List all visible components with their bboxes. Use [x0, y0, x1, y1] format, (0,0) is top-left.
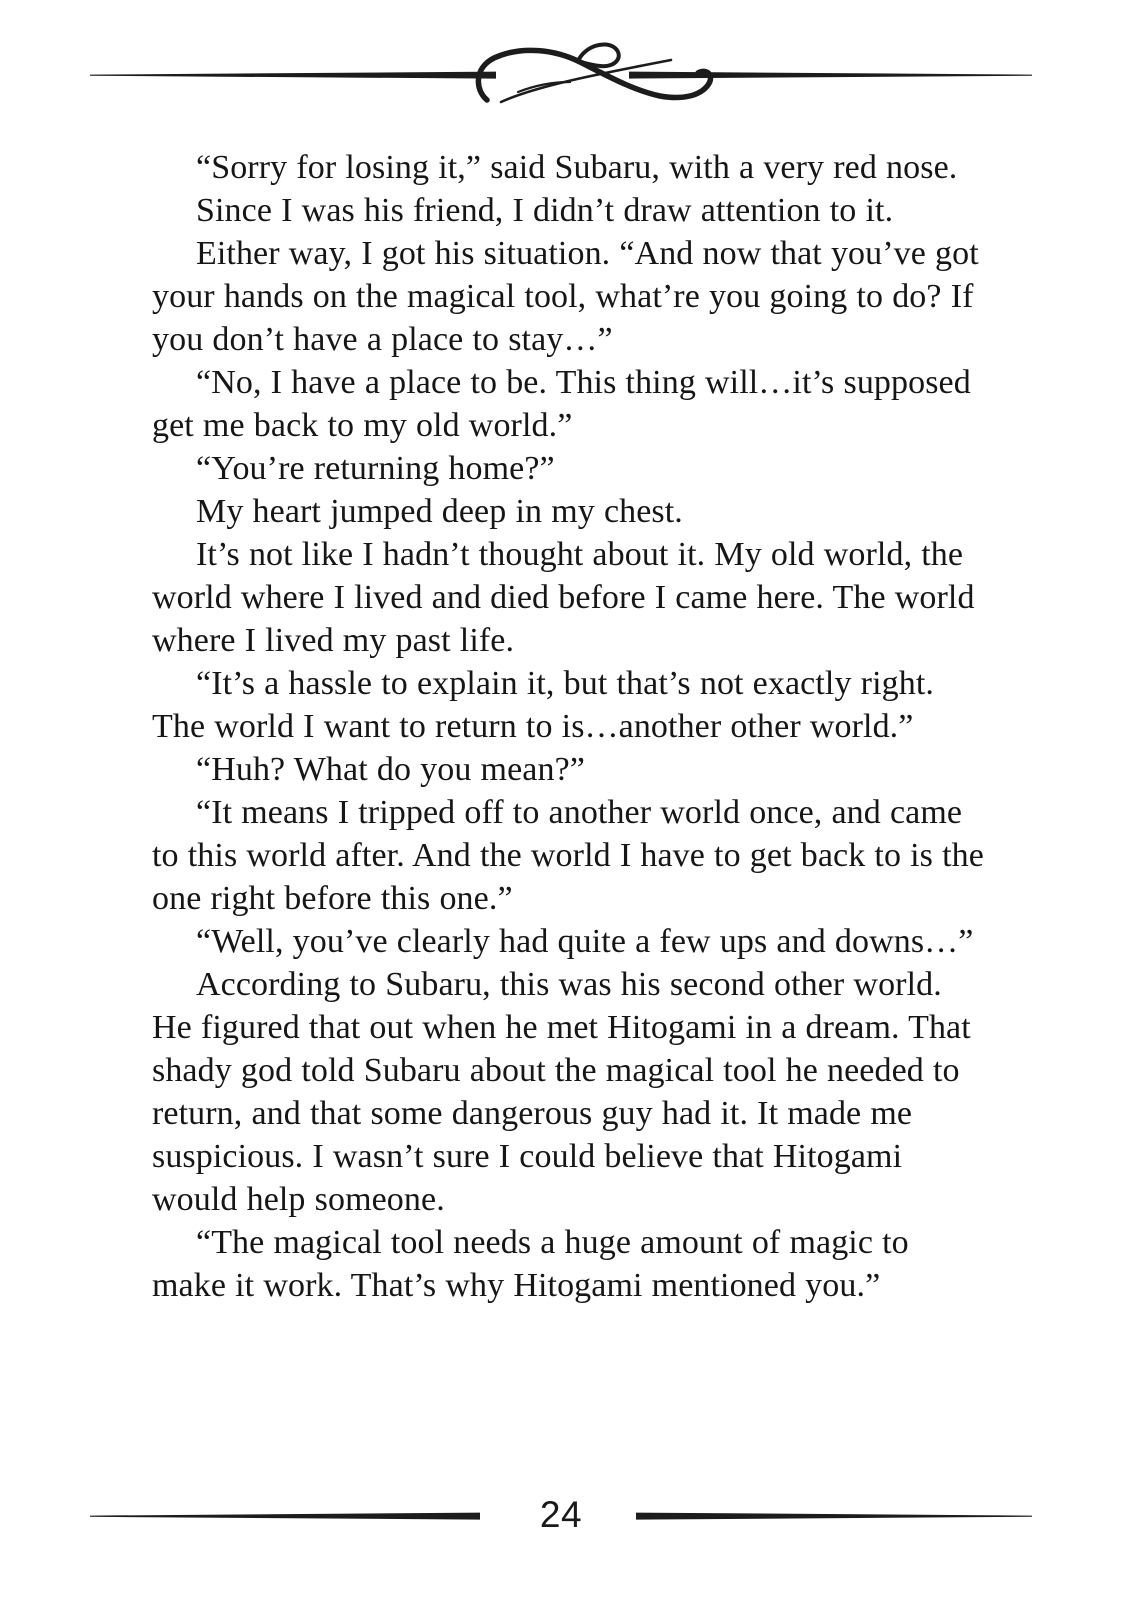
- page-number: 24: [539, 1494, 583, 1535]
- paragraph: “Sorry for losing it,” said Subaru, with a very red nose.: [196, 149, 958, 186]
- divider-rule-left: [90, 72, 496, 79]
- footer: [88, 1490, 1034, 1546]
- paragraph: According to Subaru, this was his second other world. He figured that out when he met Hitogami in a dream. That shady god told Subaru about the magical tool he needed to return, and that some dangerous guy had it. It made me suspicious. I wasn’t sure I could believe that Hitogami would help someone.: [152, 966, 971, 1218]
- divider-rule-right: [629, 72, 1032, 79]
- paragraph: Since I was his friend, I didn’t draw attention to it.: [196, 192, 894, 229]
- body-text: [152, 146, 990, 1307]
- paragraph: It’s not like I hadn’t thought about it. My old world, the world where I lived and died before I came here. The world where I lived my past life.: [152, 536, 975, 659]
- paragraph: “You’re returning home?”: [196, 450, 555, 487]
- paragraph: “No, I have a place to be. This thing will…it’s supposed get me back to my old world.”: [152, 364, 971, 444]
- paragraph: Either way, I got his situation. “And now that you’ve got your hands on the magical tool, what’re you going to do? If you don’t have a place to stay…”: [152, 235, 979, 358]
- paragraph: “It’s a hassle to explain it, but that’s not exactly right. The world I want to return to is…another other world.”: [152, 665, 934, 745]
- paragraph: “The magical tool needs a huge amount of magic to make it work. That’s why Hitogami mentioned you.”: [152, 1224, 909, 1304]
- paragraph: “It means I tripped off to another world once, and came to this world after. And the world I have to get back to is the one right before this one.”: [152, 794, 984, 917]
- header-divider: [88, 38, 1034, 122]
- paragraph: “Huh? What do you mean?”: [196, 751, 585, 788]
- paragraph: “Well, you’ve clearly had quite a few ups and downs…”: [196, 923, 974, 960]
- paragraph: My heart jumped deep in my chest.: [196, 493, 683, 530]
